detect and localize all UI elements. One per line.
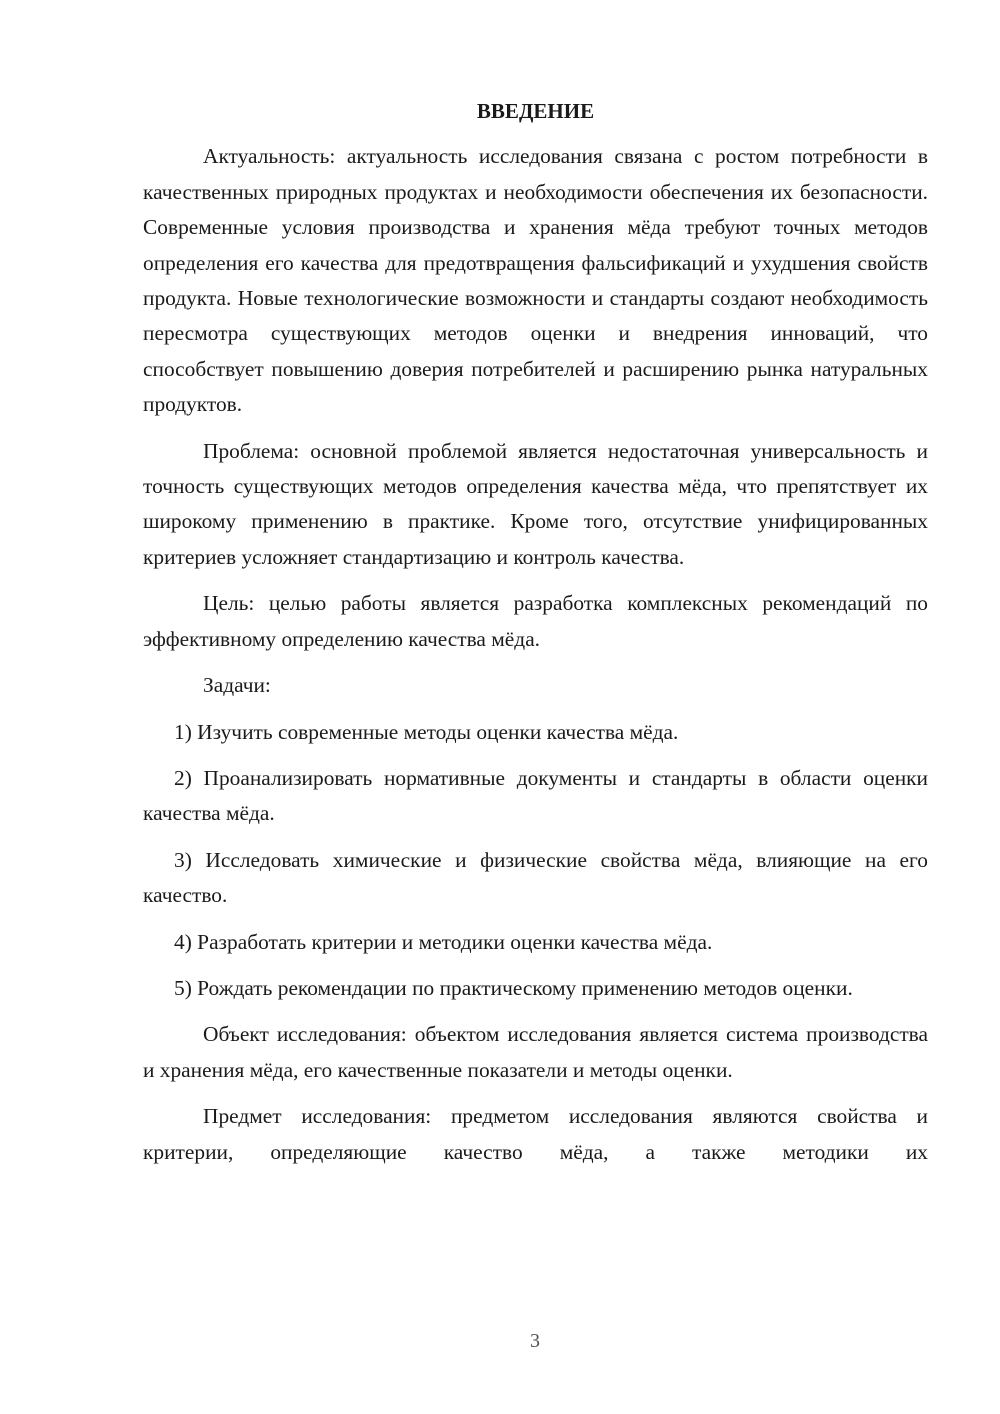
task-item: 1) Изучить современные методы оценки качества мёда.	[174, 719, 679, 744]
paragraph-problem: Проблема: основной проблемой является недостаточная универсальность и точность существующих методов определения качества мёда, что препятствует их широкому применению в практике. Кроме того, отсутствие унифицированных критериев усложняет стандартизацию и контроль качества.	[143, 438, 928, 569]
page-content	[143, 94, 928, 1181]
task-item: 4) Разработать критерии и методики оценки качества мёда.	[174, 929, 713, 954]
paragraph-object: Объект исследования: объектом исследования является система производства и хранения мёда, его качественные показатели и методы оценки.	[143, 1022, 928, 1082]
task-item: 5) Рождать рекомендации по практическому применению методов оценки.	[174, 975, 853, 1000]
page-number: 3	[530, 1330, 540, 1352]
tasks-label: Задачи:	[203, 673, 271, 698]
paragraph-goal: Цель: целью работы является разработка комплексных рекомендаций по эффективному определению качества мёда.	[143, 591, 928, 651]
section-heading: ВВЕДЕНИЕ	[476, 99, 595, 123]
paragraph-relevance: Актуальность: актуальность исследования связана с ростом потребности в качественных природных продуктах и необходимости обеспечения их безопасности. Современные условия производства и хранения мёда требуют точных методов определения его качества для предотвращения фальсификаций и ухудшения свойств продукта. Новые технологические возможности и стандарты создают необходимость пересмотра существующих методов оценки и внедрения инноваций, что способствует повышению доверия потребителей и расширению рынка натуральных продуктов.	[143, 144, 928, 417]
paragraph-subject: Предмет исследования: предметом исследования являются свойства и критерии, определяющие качество мёда, а также методики их	[143, 1104, 928, 1164]
task-item: 2) Проанализировать нормативные документы и стандарты в области оценки качества мёда.	[143, 765, 928, 826]
task-item: 3) Исследовать химические и физические свойства мёда, влияющие на его качество.	[143, 847, 928, 908]
